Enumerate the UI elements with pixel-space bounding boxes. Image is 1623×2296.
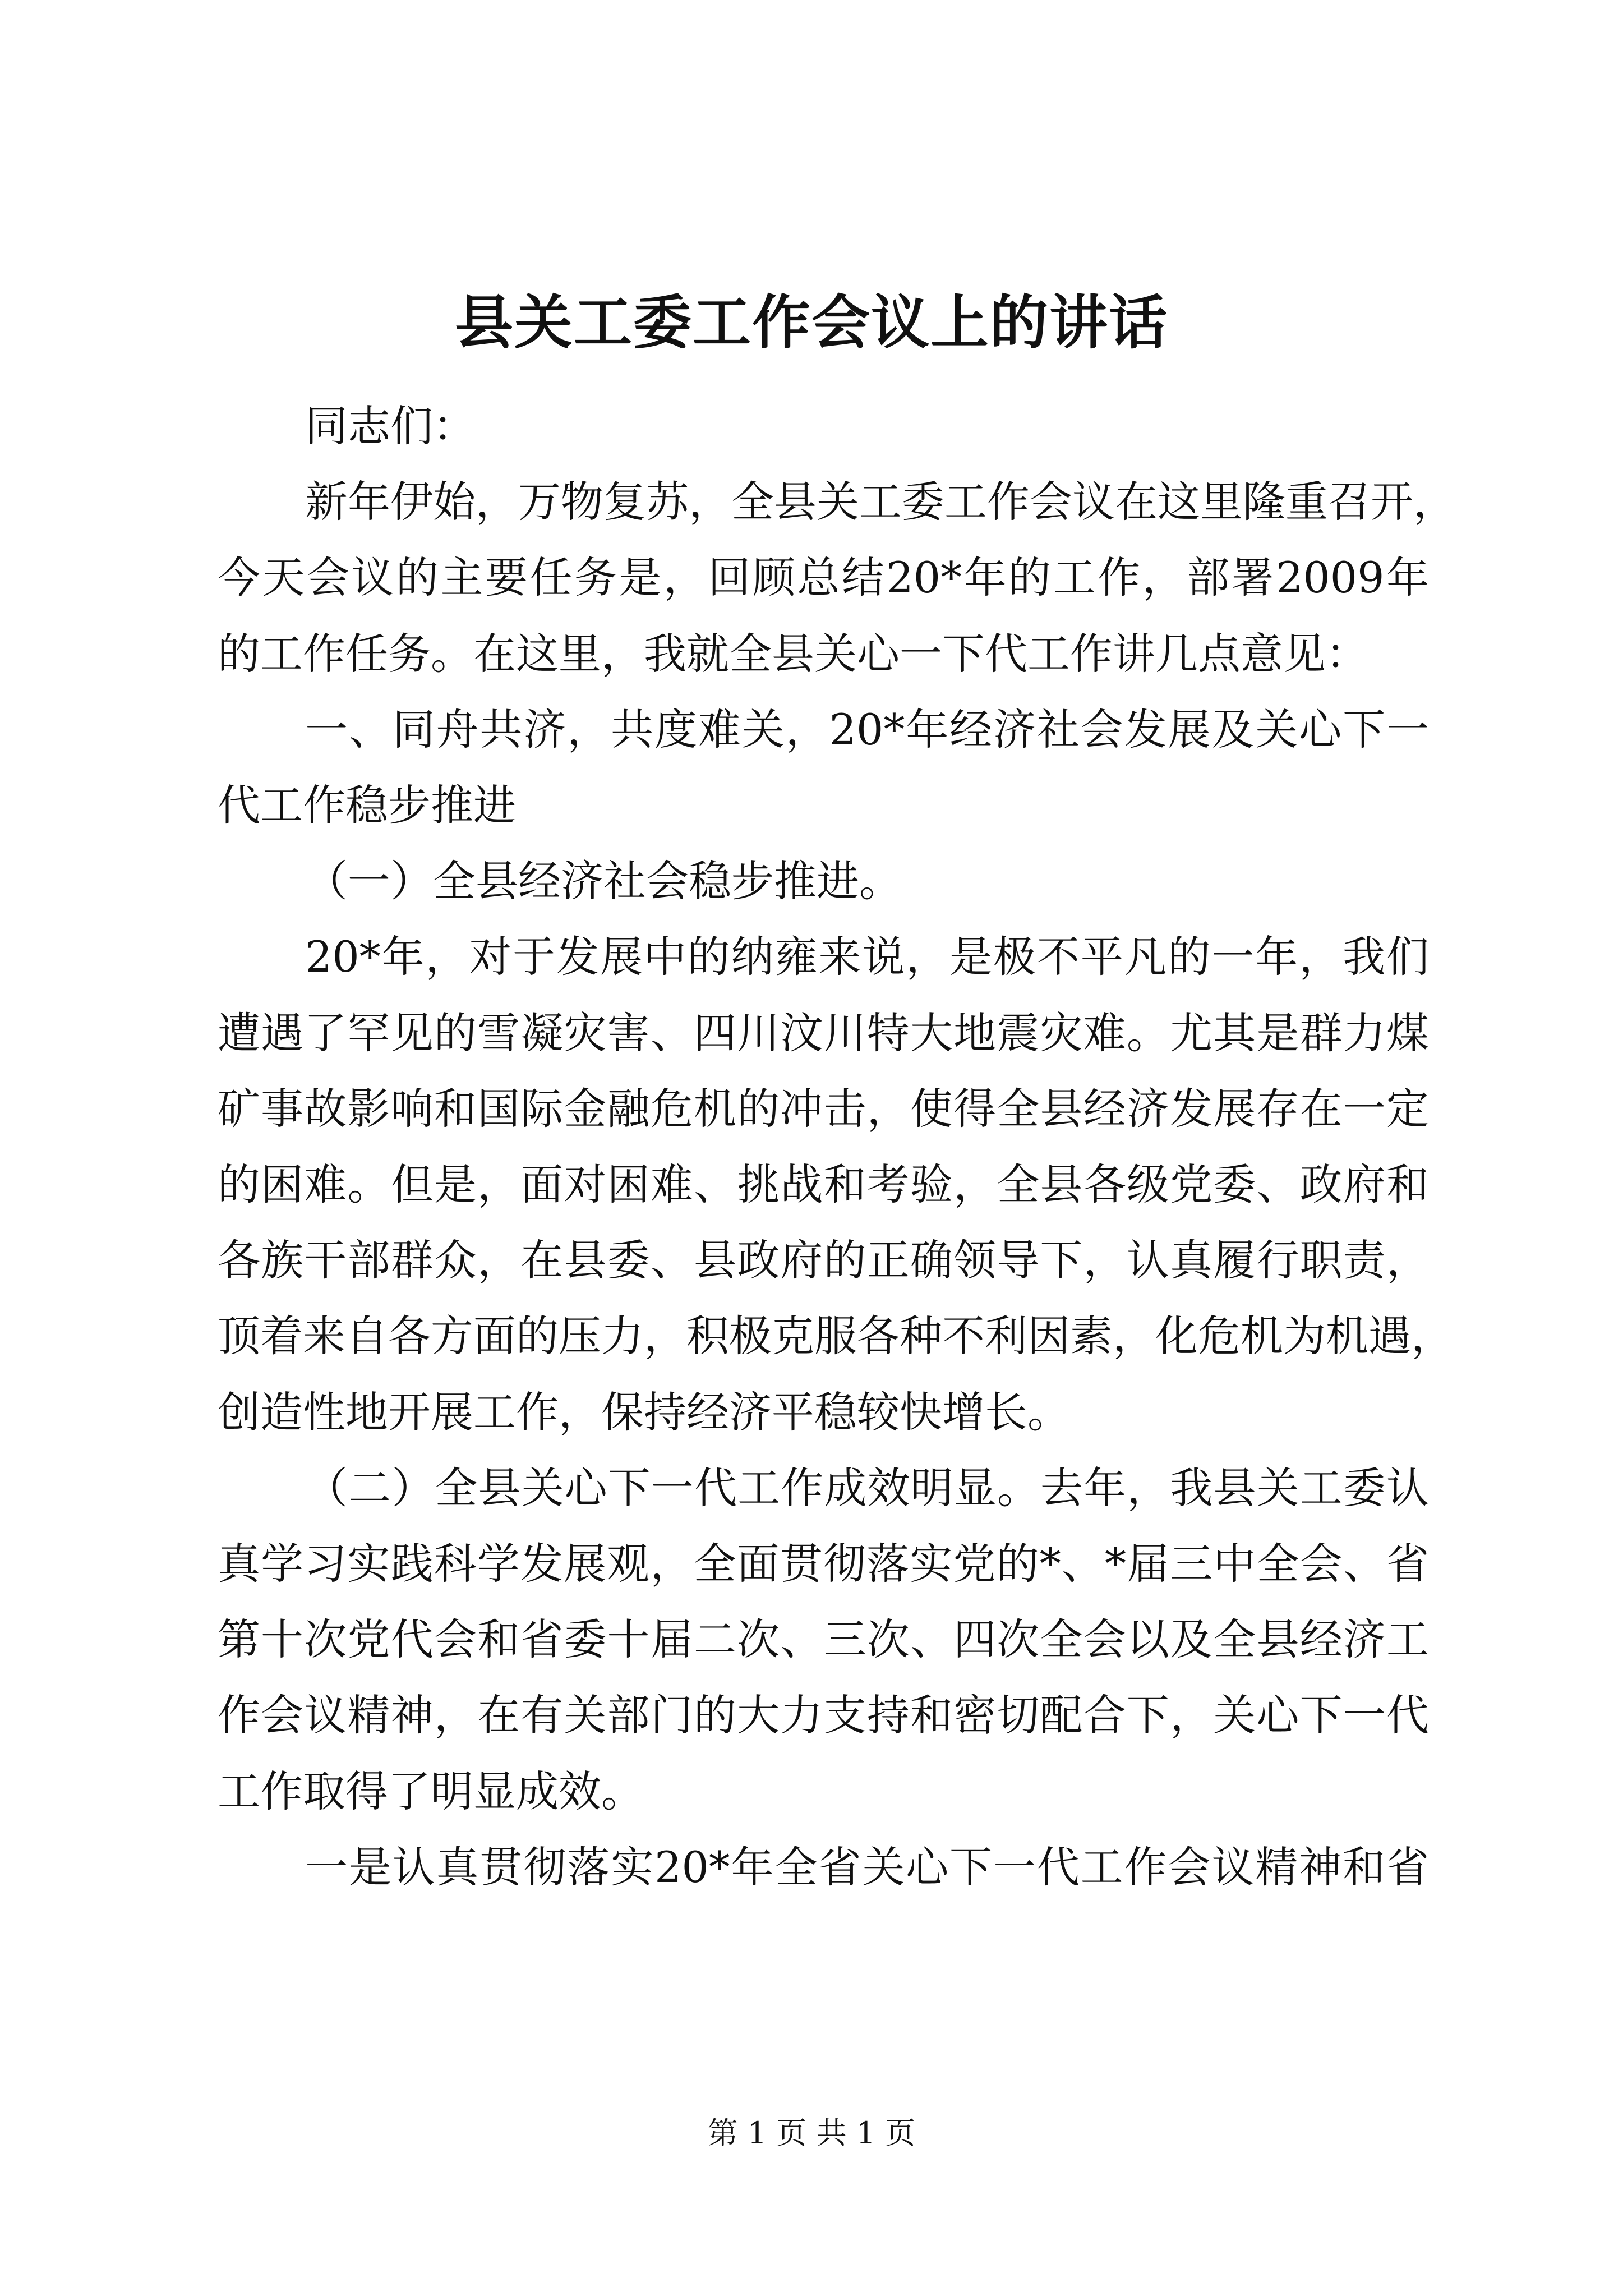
body-line: 各族干部群众，在县委、县政府的正确领导下，认真履行职责，: [218, 1235, 1429, 1285]
body-line: 遭遇了罕见的雪凝灾害、四川汶川特大地震灾难。尤其是群力煤: [218, 1008, 1429, 1058]
body-line: （二）全县关心下一代工作成效明显。去年，我县关工委认: [305, 1463, 1429, 1513]
body-line: 代工作稳步推进: [218, 780, 516, 830]
body-line: 今天会议的主要任务是，回顾总结20*年的工作，部署2009年: [218, 553, 1429, 602]
body-line: 顶着来自各方面的压力，积极克服各种不利因素，化危机为机遇，: [218, 1311, 1454, 1361]
document-title: 县关工委工作会议上的讲话: [454, 288, 1168, 357]
page-footer: 第 1 页 共 1 页: [707, 2115, 916, 2151]
body-line: 一、同舟共济，共度难关，20*年经济社会发展及关心下一: [305, 705, 1429, 754]
body-line: 第十次党代会和省委十届二次、三次、四次全会以及全县经济工: [218, 1614, 1429, 1664]
body-line: 真学习实践科学发展观，全面贯彻落实党的*、*届三中全会、省: [218, 1539, 1429, 1589]
body-line: 的困难。但是，面对困难、挑战和考验，全县各级党委、政府和: [218, 1159, 1429, 1209]
body-line: 同志们：: [305, 401, 476, 451]
body-line: （一）全县经济社会稳步推进。: [305, 856, 902, 906]
body-line: 工作取得了明显成效。: [218, 1766, 644, 1816]
body-line: 的工作任务。在这里，我就全县关心一下代工作讲几点意见：: [218, 629, 1368, 679]
body-line: 矿事故影响和国际金融危机的冲击，使得全县经济发展存在一定: [218, 1084, 1429, 1134]
body-line: 新年伊始，万物复苏，全县关工委工作会议在这里隆重召开，: [305, 477, 1456, 527]
body-line: 作会议精神，在有关部门的大力支持和密切配合下，关心下一代: [218, 1690, 1429, 1740]
body-line: 一是认真贯彻落实20*年全省关心下一代工作会议精神和省: [305, 1842, 1429, 1892]
body-line: 20*年，对于发展中的纳雍来说，是极不平凡的一年，我们: [305, 932, 1429, 982]
body-line: 创造性地开展工作，保持经济平稳较快增长。: [218, 1387, 1070, 1437]
